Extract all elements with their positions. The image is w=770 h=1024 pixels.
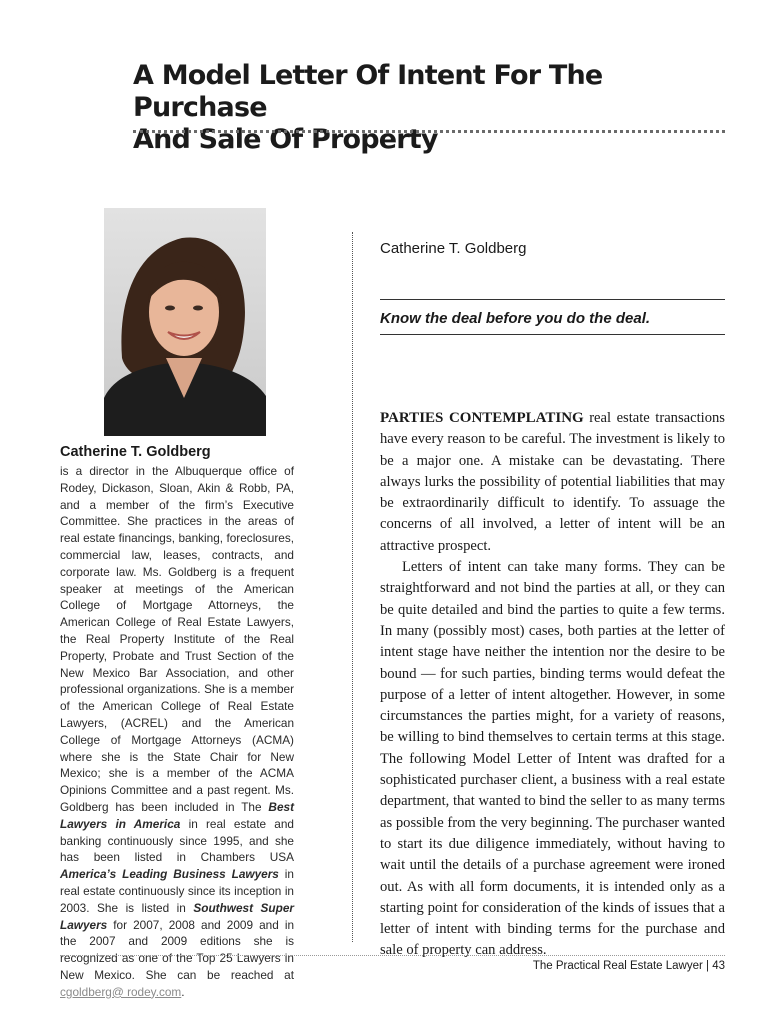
bio-name: Catherine T. Goldberg bbox=[60, 444, 211, 460]
author-photo bbox=[104, 208, 266, 436]
bio-text-3: in real estate continuously since its inception in 2003. She is listed in bbox=[60, 867, 294, 915]
bio-publication-2: America’s Leading Business Lawyers bbox=[60, 867, 279, 882]
title-line-1: A Model Letter Of Intent For The Purchase bbox=[133, 60, 603, 123]
paragraph-1-text: real estate transactions have every reason to be careful. The investment is likely to be a major one. A mistake can be devastating. There always lurks the possibility of potential liabilities that may be extraordinarily difficult to identify. To assuage the concerns of all involved, a letter of intent will be an attractive prospect. bbox=[380, 410, 725, 554]
tagline-rule-bottom bbox=[380, 334, 725, 335]
bio-publication-3: Southwest Super Lawyers bbox=[60, 900, 294, 932]
paragraph-2: Letters of intent can take many forms. They can be straightforward and not bind the parties at all, or they can be quite detailed and bind the parties to quite a few terms. In many (possibly most) cases, both parties at the letter of intent stage have neither the intention nor the desire to be bound — for such parties, binding terms would defeat the purpose of a letter of intent altogether. However, in some circumstances the parties might, for a variety of reasons, be willing to bind themselves to certain terms at this stage. The following Model Letter of Intent was drafted for a sophisticated purchaser client, a business with a real estate department, that wanted to bind the seller to as many terms as possible from the very beginning. The purchaser wanted to start its due diligence immediately, without having to wait until the details of a purchase agreement were ironed out. As with all form documents, it is intended only as a starting point for consideration of the kinds of issues that a letter of intent with binding terms for the purchase and sale of property can address. bbox=[380, 559, 725, 959]
bio-publication-1: Best Lawyers in America bbox=[60, 799, 294, 831]
article-body bbox=[380, 408, 725, 962]
bio-text-2: in real estate and banking continuously since 1995, and she has been listed in Chambers USA bbox=[60, 816, 294, 865]
title-line-2: And Sale Of Property bbox=[133, 124, 438, 155]
article-title bbox=[133, 60, 733, 156]
bio-text-1: is a director in the Albuquerque office of Rodey, Dickason, Sloan, Akin & Robb, PA, and a member of the firm’s Executive Committee. She practices in the areas of real estate financings, banking, foreclosures, commercial law, leases, contracts, and corporate law. Ms. Goldberg is a frequent speaker at meetings of the American College of Mortgage Attorneys, the American College of Real Estate Lawyers, the Real Property Institute of the Real Property, Probate and Trust Section of the New Mexico Bar Association, and other professional organizations. She is a member of the American College of Real Estate Lawyers, (ACREL) and the American College of Mortgage Attorneys (ACMA) where she is the State Chair for New Mexico; she is a member of the ACMA Opinions Committee and a past regent. Ms. Goldberg has been included in The bbox=[60, 464, 294, 814]
lead-in: PARTIES CONTEMPLATING bbox=[380, 410, 584, 426]
column-divider bbox=[352, 232, 353, 942]
title-divider bbox=[133, 130, 725, 133]
tagline-rule-top bbox=[380, 299, 725, 300]
page-footer: The Practical Real Estate Lawyer | 43 bbox=[532, 960, 725, 972]
paragraph-1 bbox=[380, 408, 725, 557]
bio-text-4: for 2007, 2008 and 2009 and in the 2007 and 2009 editions she is recognized as one of the Top 25 Lawyers in New Mexico. She can be reached at bbox=[60, 917, 294, 982]
bio-text-5: . bbox=[181, 984, 185, 999]
author-bio bbox=[60, 443, 294, 1001]
author-name: Catherine T. Goldberg bbox=[380, 240, 527, 257]
footer-rule bbox=[60, 955, 725, 956]
tagline: Know the deal before you do the deal. bbox=[380, 310, 651, 327]
email-link[interactable]: cgoldberg@ rodey.com bbox=[60, 984, 182, 999]
